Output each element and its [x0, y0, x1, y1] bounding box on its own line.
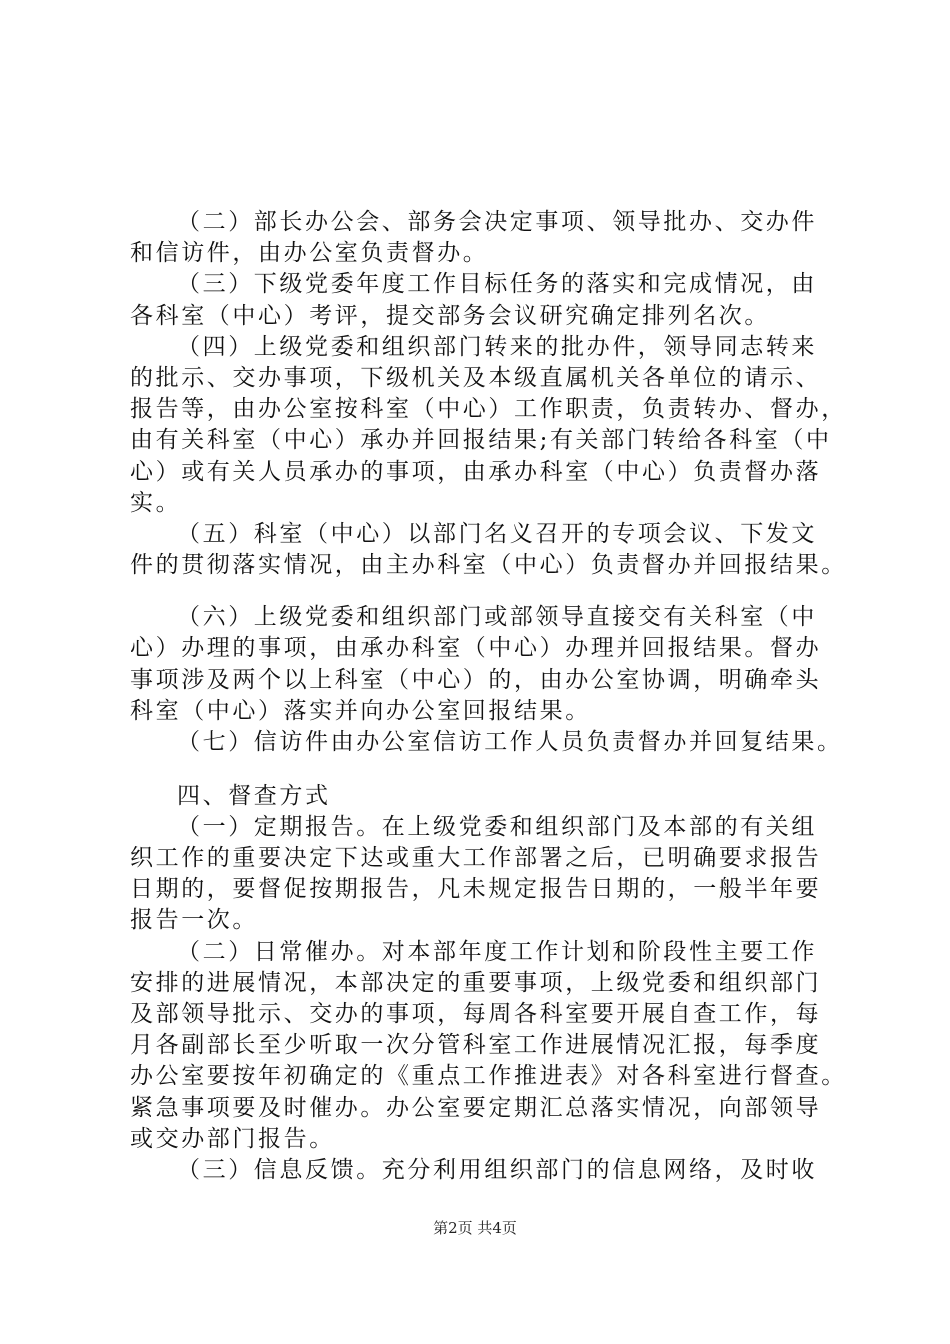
- text-line: 实。: [130, 490, 182, 516]
- text-line: 科室（中心）落实并向办公室回报结果。: [130, 698, 591, 724]
- text-line: 各科室（中心）考评，提交部务会议研究确定排列名次。: [130, 303, 770, 329]
- page-footer: 第2页 共4页: [433, 1219, 517, 1237]
- text-line: 紧急事项要及时催办。办公室要定期汇总落实情况，向部领导: [130, 1095, 822, 1121]
- text-line: 报告等，由办公室按科室（中心）工作职责，负责转办、督办，: [130, 396, 847, 422]
- text-line: （七）信访件由办公室信访工作人员负责督办并回复结果。: [177, 729, 843, 755]
- text-line: 办公室要按年初确定的《重点工作推进表》对各科室进行督查。: [130, 1063, 847, 1089]
- text-line: （三）信息反馈。充分利用组织部门的信息网络，及时收: [177, 1157, 817, 1183]
- text-line: 及部领导批示、交办的事项，每周各科室要开展自查工作，每: [130, 1001, 822, 1027]
- text-line: （二）部长办公会、部务会决定事项、领导批办、交办件: [177, 209, 817, 235]
- text-line: （三）下级党委年度工作目标任务的落实和完成情况，由: [177, 271, 817, 297]
- text-line: 或交办部门报告。: [130, 1126, 335, 1152]
- text-line: 事项涉及两个以上科室（中心）的，由办公室协调，明确牵头: [130, 667, 822, 693]
- text-line: 由有关科室（中心）承办并回报结果;有关部门转给各科室（中: [130, 427, 832, 453]
- text-line: （五）科室（中心）以部门名义召开的专项会议、下发文: [177, 521, 817, 547]
- text-line: 安排的进展情况，本部决定的重要事项，上级党委和组织部门: [130, 970, 822, 996]
- text-line: （一）定期报告。在上级党委和组织部门及本部的有关组: [177, 814, 817, 840]
- text-line: 报告一次。: [130, 907, 258, 933]
- text-line: 日期的，要督促按期报告，凡未规定报告日期的，一般半年要: [130, 876, 822, 902]
- section-heading: 四、督查方式: [177, 783, 331, 809]
- text-line: （二）日常催办。对本部年度工作计划和阶段性主要工作: [177, 939, 817, 965]
- text-line: 的批示、交办事项，下级机关及本级直属机关各单位的请示、: [130, 365, 822, 391]
- text-line: 心）办理的事项，由承办科室（中心）办理并回报结果。督办: [130, 635, 822, 661]
- text-line: 织工作的重要决定下达或重大工作部署之后，已明确要求报告: [130, 845, 822, 871]
- text-line: （六）上级党委和组织部门或部领导直接交有关科室（中: [177, 604, 817, 630]
- text-line: 心）或有关人员承办的事项，由承办科室（中心）负责督办落: [130, 459, 822, 485]
- text-line: 件的贯彻落实情况，由主办科室（中心）负责督办并回报结果。: [130, 552, 847, 578]
- text-line: 和信访件，由办公室负责督办。: [130, 240, 489, 266]
- text-line: 月各副部长至少听取一次分管科室工作进展情况汇报，每季度: [130, 1032, 822, 1058]
- text-line: （四）上级党委和组织部门转来的批办件，领导同志转来: [177, 334, 817, 360]
